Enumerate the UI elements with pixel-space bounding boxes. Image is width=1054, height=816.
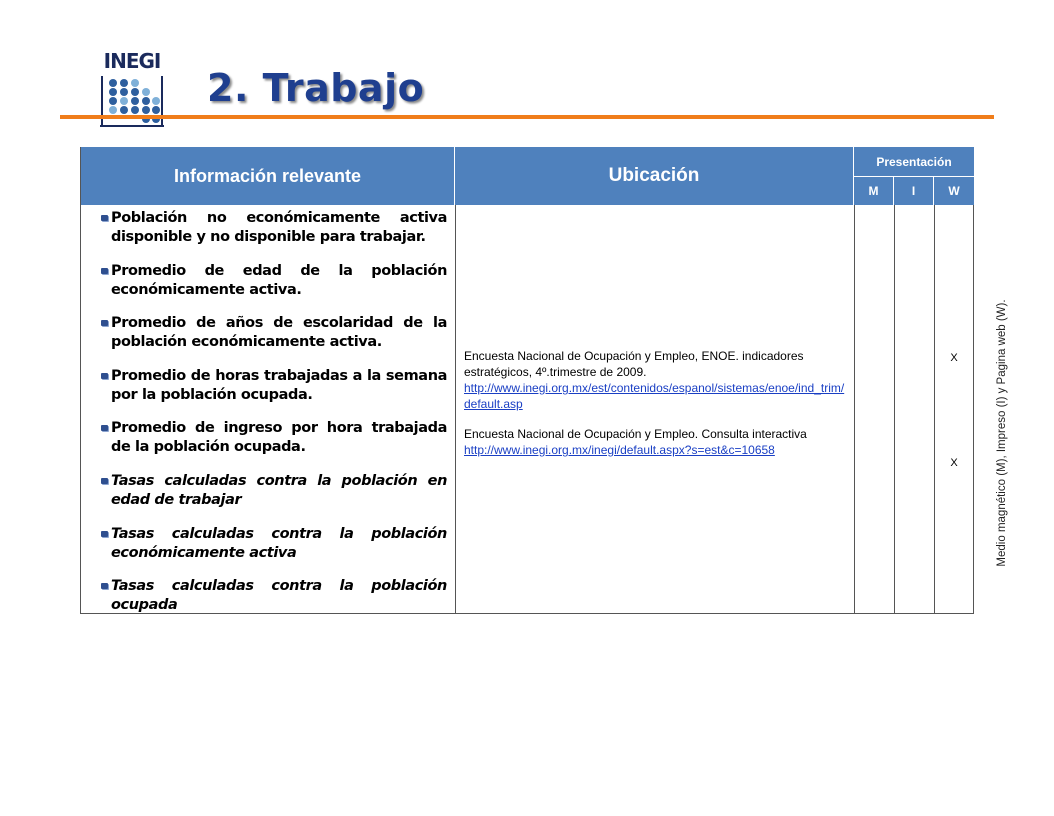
list-item: Promedio de años de escolaridad de la población económicamente activa. (101, 314, 447, 352)
header-w: W (934, 177, 974, 205)
mark-w-enoe: X (950, 352, 958, 364)
column-divider (455, 205, 456, 613)
presentation-legend: Medio magnético (M), Impreso (I) y Pagina web (W). (996, 299, 1008, 567)
list-item: Promedio de ingreso por hora trabajada de la población ocupada. (101, 419, 447, 457)
list-item: Tasas calculadas contra la población económicamente activa (101, 525, 447, 563)
column-divider (894, 205, 895, 613)
list-item: Tasas calculadas contra la población en edad de trabajar (101, 472, 447, 510)
link-consulta-interactiva[interactable]: http://www.inegi.org.mx/inegi/default.aspx?s=est&c=10658 (464, 443, 775, 457)
list-item: Promedio de edad de la población económicamente activa. (101, 262, 447, 300)
header-info: Información relevante (81, 147, 455, 205)
link-enoe-indicadores[interactable]: http://www.inegi.org.mx/est/contenidos/espanol/sistemas/enoe/ind_trim/default.asp (464, 381, 845, 411)
info-table (80, 147, 974, 614)
title-rule (60, 115, 994, 119)
list-item: Promedio de horas trabajadas a la semana por la población ocupada. (101, 367, 447, 405)
bullet-icon (101, 268, 108, 274)
logo-text: INEGI (103, 49, 161, 73)
bullet-icon (101, 531, 108, 537)
ubicacion-cell (464, 348, 850, 458)
bullet-icon (101, 215, 108, 221)
list-item: Tasas calculadas contra la población ocupada (101, 577, 447, 615)
header-presentacion: Presentación (854, 147, 974, 177)
source-text-enoe: Encuesta Nacional de Ocupación y Empleo, ENOE. indicadores estratégicos, 4º.trimestre de 2009. (464, 349, 804, 379)
source-text-consulta: Encuesta Nacional de Ocupación y Empleo. Consulta interactiva (464, 427, 807, 441)
header-ubicacion: Ubicación (455, 147, 854, 205)
column-divider (934, 205, 935, 613)
page-title: 2. Trabajo (207, 66, 425, 110)
bullet-icon (101, 373, 108, 379)
list-item: Población no económicamente activa disponible y no disponible para trabajar. (101, 209, 447, 247)
column-divider (854, 205, 855, 613)
bullet-icon (101, 583, 108, 589)
bullet-icon (101, 425, 108, 431)
header-m: M (854, 177, 894, 205)
bullet-icon (101, 320, 108, 326)
info-list (101, 209, 447, 630)
mark-w-consulta: X (950, 457, 958, 469)
bullet-icon (101, 478, 108, 484)
header-i: I (894, 177, 934, 205)
